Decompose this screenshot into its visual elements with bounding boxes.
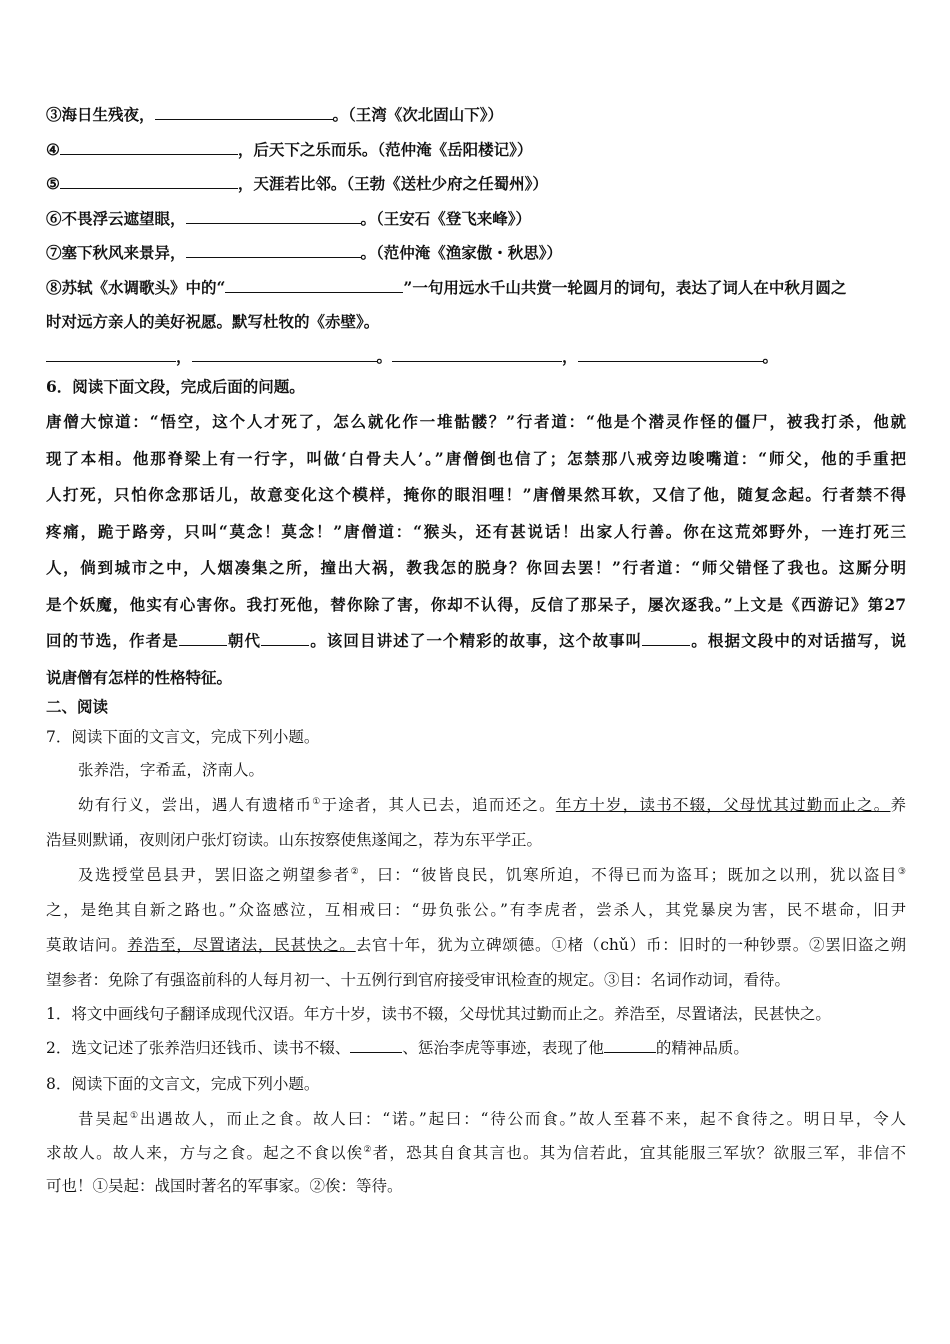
recitation-item-8-cont: 时对远方亲人的美好祝愿。默写杜牧的《赤壁》。 (46, 312, 380, 331)
exam-page (46, 98, 906, 1204)
author-name-blank[interactable] (261, 629, 309, 646)
q8-notes: 可也！①吴起：战国时著名的军事家。②俟：等待。 (46, 1177, 403, 1195)
question-6 (46, 370, 906, 696)
q7-passage-p1: 张养浩，字希孟，济南人。 (78, 761, 265, 779)
q6-passage-line: 疼痛，跪于路旁，只叫“莫念！莫念！”唐僧道：“猴头，还有甚说话！出家人行善。你在这荒郊野外，一连打死三 (46, 521, 906, 541)
section-reading (46, 692, 906, 998)
author-blank[interactable] (179, 629, 227, 646)
answer-blank[interactable] (192, 345, 377, 362)
q6-passage-line: 人打死，只怕你念那话儿，故意变化这个模样，掩你的眼泪哩！”唐僧果然耳软，又信了他，随复念起。行者禁不得 (46, 485, 906, 504)
q6-passage-line: 是个妖魔，他实有心害你。我打死他，替你除了害，你却不认得，反信了那呆子，屡次逐我。”上文是《西游记》第27 (46, 594, 906, 614)
q7-sub-2: 2．选文记述了张养浩归还钱币、读书不辍、 、惩治李虎等事迹，表现了他 的精神品质。 (46, 1032, 906, 1066)
q7-passage-line: 之，是绝其自新之路也。”众盗感泣，互相戒曰：“毋负张公。”有李虎者，尝杀人，其党暴戾为害，民不堪命，旧尹 (46, 901, 906, 919)
answer-blank[interactable] (225, 276, 403, 293)
recitation-item-7: ⑦塞下秋风来景异， 。（范仲淹《渔家傲・秋思》） (46, 243, 563, 262)
q6-question-line: 说唐僧有怎样的性格特征。 (46, 667, 233, 687)
answer-blank[interactable] (578, 345, 763, 362)
q6-passage-line: 唐僧大惊道：“悟空，这个人才死了，怎么就化作一堆骷髅？”行者道：“他是个潜灵作怪的僵尸，被我打杀，他就 (46, 412, 906, 431)
answer-blank[interactable] (60, 172, 238, 189)
q7-passage-line: 幼有行义，尝出，遇人有遗楮币①于途者，其人已去，追而还之。年方十岁，读书不辍，父母忧其过勤而止之。养 (78, 796, 906, 814)
recitation-item-5: ⑤ ，天涯若比邻。（王勃《送杜少府之任蜀州》） (46, 174, 548, 193)
q6-passage-line: 现了本相。他那脊梁上有一行字，叫做‘白骨夫人’。”唐僧倒也信了；怎禁那八戒旁边唆嘴道：“师父，他的手重把 (46, 448, 906, 468)
q7-subquestions (46, 998, 906, 1204)
recitation-item-3: ③海日生残夜， 。（王湾《次北固山下》） (46, 105, 504, 124)
story-name-blank[interactable] (642, 629, 690, 646)
recitation-item-6: ⑥不畏浮云遮望眼， 。（王安石《登飞来峰》） (46, 208, 532, 228)
recitation-section (46, 98, 906, 374)
q8-passage-line: 求故人。故人来，方与之食。起之不食以俟②者，恐其自食其言也。其为信若此，宜其能服三军欤？欲服三军，非信不 (46, 1143, 906, 1162)
q7-notes: 望参者：免除了有强盗前科的人每月初一、十五例行到官府接受审讯检查的规定。③目：名词作动词，看待。 (46, 971, 791, 989)
answer-blank[interactable] (155, 103, 333, 120)
q7-prompt: 7．阅读下面的文言文，完成下列小题。 (46, 728, 320, 746)
q6-question-line: 回的节选，作者是 朝代 。该回目讲述了一个精彩的故事，这个故事叫 。根据文段中的对话描写，说 (46, 631, 906, 650)
answer-blank[interactable] (392, 345, 562, 362)
recitation-chibi-blanks: ， 。 ， 。 (46, 340, 906, 375)
q6-passage-line: 人，倘到城市之中，人烟凑集之所，撞出大祸，教我怎的脱身？你回去罢！”行者道：“师父错怪了我也。这厮分明 (46, 558, 906, 577)
underlined-sentence: 年方十岁，读书不辍，父母忧其过勤而止之。 (555, 796, 891, 814)
recitation-item-4: ④ ，后天下之乐而乐。（范仲淹《岳阳楼记》） (46, 139, 533, 159)
q8-passage-line: 昔吴起①出遇故人，而止之食。故人曰：“诺。”起曰：“待公而食。”故人至暮不来，起不食待之。明日早，令人 (78, 1110, 906, 1128)
recitation-item-8: ⑧苏轼《水调歌头》中的“ ”一句用远水千山共赏一轮圆月的词句，表达了词人在中秋月圆之 (46, 277, 847, 297)
answer-blank[interactable] (46, 345, 176, 362)
answer-blank[interactable] (186, 241, 361, 258)
answer-blank[interactable] (186, 207, 361, 224)
q8-prompt: 8．阅读下面的文言文，完成下列小题。 (46, 1075, 320, 1093)
q7-passage-line: 及选授堂邑县尹，罢旧盗之朔望参者②，曰：“彼皆良民，饥寒所迫，不得已而为盗耳；既加之以刑，犹以盗目③ (78, 866, 906, 884)
q7-passage-line: 浩昼则默诵，夜则闭户张灯窃读。山东按察使焦遂闻之，荐为东平学正。 (46, 831, 543, 849)
answer-blank[interactable] (60, 138, 238, 155)
section-title: 二、阅读 (46, 697, 109, 716)
underlined-sentence: 养浩至，尽置诸法，民甚快之。 (127, 936, 356, 954)
q6-prompt: 6．阅读下面文段，完成后面的问题。 (46, 377, 305, 396)
q7-passage-line: 莫敢诘问。养浩至，尽置诸法，民甚快之。去官十年，犹为立碑颂德。①楮（chǔ）币：旧时的一种钞票。②罢旧盗之朔 (46, 936, 906, 954)
answer-blank[interactable] (604, 1036, 656, 1053)
answer-blank[interactable] (350, 1036, 402, 1053)
q7-sub-1: 1．将文中画线句子翻译成现代汉语。年方十岁，读书不辍，父母忧其过勤而止之。养浩至，尽置诸法，民甚快之。 (46, 1005, 831, 1023)
